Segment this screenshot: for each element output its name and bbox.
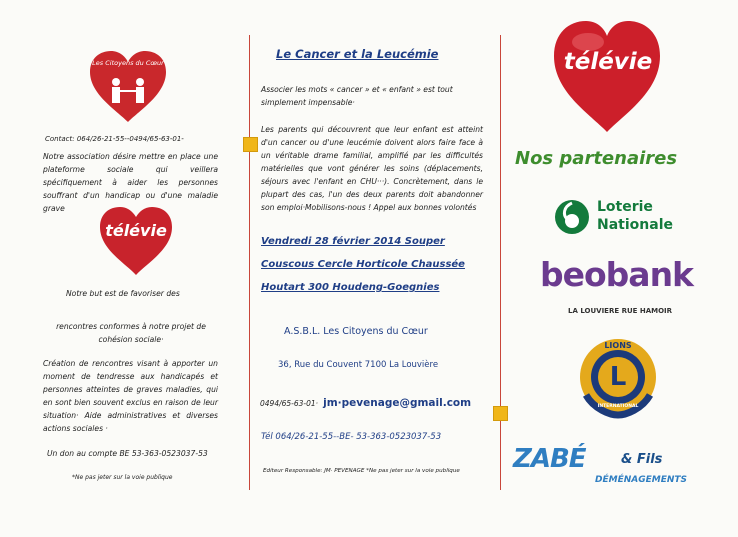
fold-marker — [243, 137, 258, 152]
partners-heading: Nos partenaires — [515, 148, 678, 169]
beobank-logo: beobank — [540, 255, 694, 294]
zabe-fils: & Fils — [621, 452, 663, 467]
event-line-1: Vendredi 28 février 2014 Souper — [261, 236, 445, 247]
televie-heart-large — [550, 18, 664, 134]
creation-text: Création de rencontres visant à apporter un moment de tendresse aux handicapés et personnes atteintes de graves maladies, qui en sont bien souvent exclus en raison de leur situation· Aide administratives et diverses actions sociales · — [43, 359, 218, 433]
intro-paragraph: Associer les mots « cancer » et « enfant » est tout simplement impensable· — [261, 85, 453, 107]
televie-large-text: télévie — [563, 49, 653, 75]
televie-logo-text: télévie — [105, 221, 167, 240]
email-link[interactable]: jm·pevenage@gmail.com — [323, 397, 472, 409]
goal-text: Notre but est de favoriser des — [66, 289, 180, 298]
divider-right — [500, 35, 501, 490]
zabe-name: ZABÉ — [513, 444, 586, 474]
meetings-text: rencontres conformes à notre projet de cohésion sociale· — [56, 322, 206, 344]
left-footer: *Ne pas jeter sur la voie publique — [72, 474, 173, 481]
mobile-number: 0494/65-63-01· — [260, 399, 319, 408]
address: 36, Rue du Couvent 7100 La Louvière — [278, 360, 439, 370]
loterie-line-2: Nationale — [597, 217, 673, 233]
loterie-line-1: Loterie — [597, 199, 653, 215]
telephone-line: Tél 064/26-21-55--BE- 53-363-0523037-53 — [261, 432, 442, 442]
lions-top-text: LIONS — [604, 341, 632, 350]
zabe-subtitle: DÉMÉNAGEMENTS — [595, 475, 688, 485]
editor-line: Editeur Responsable: JM· PEVENAGE *Ne pas jeter sur la voie publique — [263, 468, 460, 474]
citoyens-logo-text: Les Citoyens du Cœur — [92, 59, 164, 67]
zabe-logo — [513, 440, 713, 490]
lions-bottom-text: INTERNATIONAL — [597, 404, 639, 409]
lions-letter: L — [609, 362, 627, 392]
fold-marker — [493, 406, 508, 421]
asbl-name: A.S.B.L. Les Citoyens du Cœur — [284, 326, 428, 337]
contact-email-line — [260, 391, 495, 410]
event-line-3: Houtart 300 Houdeng-Goegnies — [261, 282, 440, 293]
divider-left — [249, 35, 250, 490]
televie-heart-logo — [97, 205, 175, 277]
beobank-branch: LA LOUVIERE RUE HAMOIR — [568, 307, 673, 315]
cancer-title: Le Cancer et la Leucémie — [276, 47, 439, 61]
donation-text: Un don au compte BE 53-363-0523037-53 — [47, 449, 208, 458]
contact-line: Contact: 064/26-21-55--0494/65-63-01- — [45, 135, 184, 143]
parents-paragraph: Les parents qui découvrent que leur enfant est atteint d'un cancer ou d'une leucémie doivent alors faire face à un véritable drame familial, amplifié par les difficultés matérielles que vont générer les soins (déplacements, séjours avec l'enfant en CHU···). Concrètement, dans le plupart des cas, l'un des deux parents doit abandonner son emploi·Mobilisons-nous ! Appel aux bonnes volontés — [261, 125, 483, 212]
event-line-2: Couscous Cercle Horticole Chaussée — [261, 259, 465, 270]
loterie-logo-icon — [553, 199, 591, 235]
intro-text: Notre association désire mettre en place une plateforme sociale qui veillera spécifiquement à aider les personnes souffrant d'un handicap ou d'une maladie grave — [43, 152, 218, 213]
